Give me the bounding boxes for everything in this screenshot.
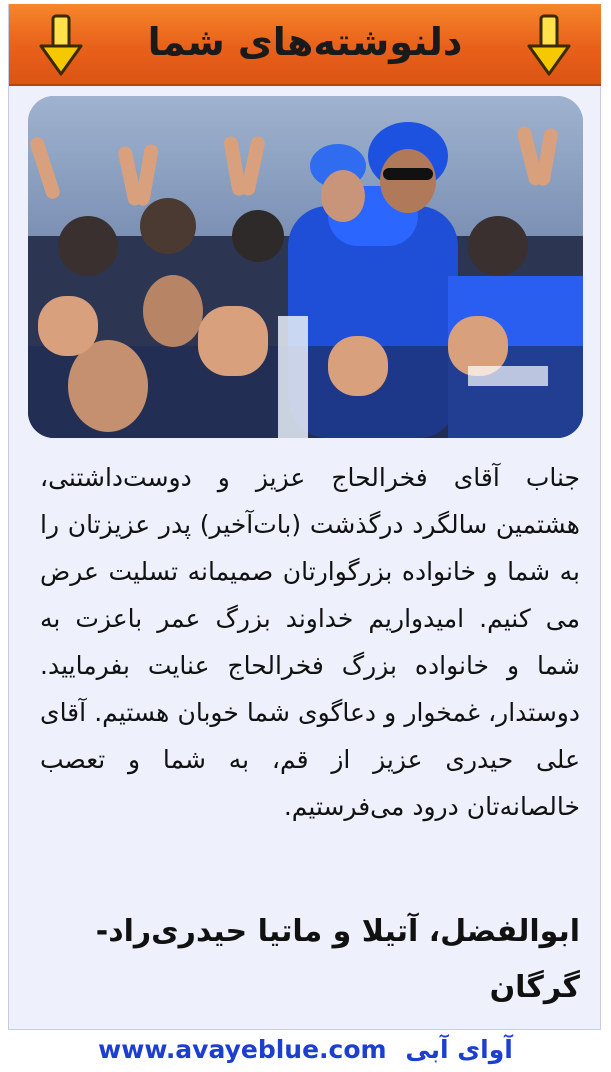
footer-url[interactable]: www.avayeblue.com <box>98 1035 387 1064</box>
section-header <box>9 4 601 86</box>
signature: ابوالفضل، آتیلا و ماتیا حیدری‌راد- گرگان <box>95 914 580 1005</box>
page-title: دلنوشته‌های شما <box>147 20 463 64</box>
fans-photo <box>28 96 583 438</box>
message-text: جناب آقای فخرالحاج عزیز و دوست‌داشتنی، هشتمین سالگرد درگذشت (بات‌آخیر) پدر عزیزتان را به شما و خانواده بزرگوارتان صمیمانه تسلیت عرض می کنیم. امیدواریم خداوند بزرگ عمر باعزت به شما و خانواده بزرگ فخرالحاج عنایت بفرمایید. دوستدار، غمخوار و دعاگوی شما خوبان هستیم. آقای علی حیدری عزیز از قم، به شما و تعصب خالصانه‌تان درود می‌فرستیم. <box>40 463 580 821</box>
down-arrow-icon <box>527 12 571 78</box>
footer-credit <box>0 1032 611 1068</box>
footer-brand: آوای آبی <box>405 1035 513 1064</box>
